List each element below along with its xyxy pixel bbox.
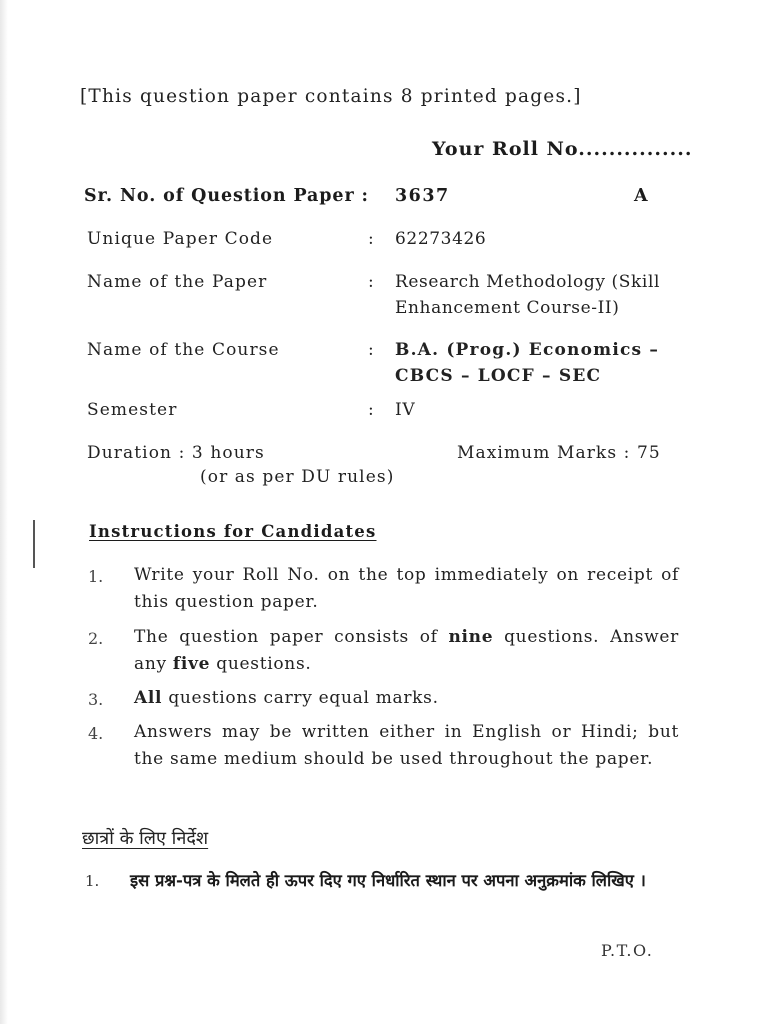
sr-no-value: 3637 bbox=[395, 186, 450, 206]
instruction-emphasis: All bbox=[134, 688, 163, 708]
maximum-marks: Maximum Marks : 75 bbox=[457, 443, 661, 463]
instruction-text: questions carry equal marks. bbox=[162, 688, 439, 708]
course-name-label: Name of the Course bbox=[87, 340, 280, 360]
roll-number-line: Your Roll No............... bbox=[432, 138, 693, 160]
unique-paper-code-label: Unique Paper Code bbox=[87, 229, 274, 249]
paper-name-label: Name of the Paper bbox=[87, 272, 268, 292]
semester-value: IV bbox=[395, 400, 416, 420]
page-edge-shadow bbox=[0, 0, 8, 1024]
colon: : bbox=[368, 272, 374, 292]
instruction-item bbox=[134, 624, 679, 678]
paper-set: A bbox=[634, 186, 648, 206]
colon: : bbox=[368, 400, 374, 420]
instruction-item bbox=[134, 719, 679, 773]
instruction-number: 3. bbox=[88, 690, 104, 709]
duration: Duration : 3 hours bbox=[87, 443, 265, 463]
course-name-value: B.A. (Prog.) Economics – CBCS – LOCF – SEC bbox=[395, 340, 660, 386]
hindi-instruction-number: 1. bbox=[85, 872, 100, 890]
instruction-text: The question paper consists of bbox=[134, 627, 449, 647]
instructions-heading: Instructions for Candidates bbox=[89, 522, 377, 541]
pto-label: P.T.O. bbox=[601, 941, 654, 960]
instruction-number: 2. bbox=[88, 629, 104, 648]
duration-note: (or as per DU rules) bbox=[200, 467, 395, 487]
hindi-instructions-heading: छात्रों के लिए निर्देश bbox=[82, 828, 209, 849]
unique-paper-code-value: 62273426 bbox=[395, 229, 487, 249]
instruction-text: Answers may be written either in English or Hindi; but the same medium should be used throughout the paper. bbox=[134, 722, 679, 769]
instruction-text: questions. Answer any bbox=[134, 627, 679, 674]
margin-mark bbox=[33, 520, 35, 568]
instruction-number: 1. bbox=[88, 567, 104, 586]
semester-label: Semester bbox=[87, 400, 178, 420]
instruction-number: 4. bbox=[88, 724, 104, 743]
sr-no-label: Sr. No. of Question Paper : bbox=[84, 186, 369, 206]
instruction-emphasis: five bbox=[172, 654, 211, 674]
colon: : bbox=[368, 340, 374, 360]
paper-name-value: Research Methodology (Skill Enhancement Course-II) bbox=[395, 272, 661, 318]
instruction-item bbox=[134, 685, 679, 712]
page-count-note: [This question paper contains 8 printed pages.] bbox=[80, 86, 582, 107]
instruction-text: Write your Roll No. on the top immediately on receipt of this question paper. bbox=[134, 565, 679, 612]
hindi-instruction-text: इस प्रश्न-पत्र के मिलते ही ऊपर दिए गए निर्धारित स्थान पर अपना अनुक्रमांक लिखिए । bbox=[130, 871, 646, 890]
instruction-item bbox=[134, 562, 679, 616]
instruction-text: questions. bbox=[210, 654, 312, 674]
instruction-emphasis: nine bbox=[448, 627, 494, 647]
colon: : bbox=[368, 229, 374, 249]
